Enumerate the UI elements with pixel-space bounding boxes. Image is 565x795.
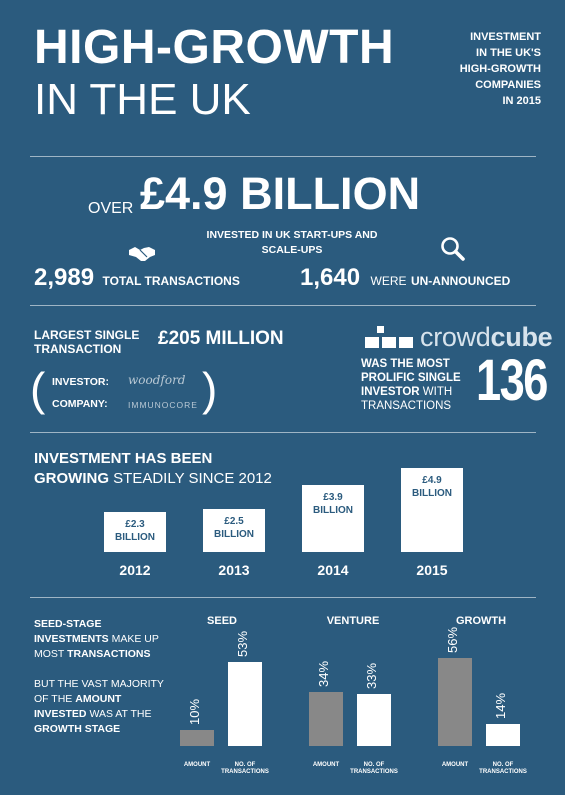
year-bar-value: £2.3	[125, 519, 145, 530]
divider	[30, 305, 536, 306]
largest-transaction-label: LARGEST SINGLE TRANSACTION	[34, 328, 140, 357]
headline-prefix: OVER	[88, 200, 134, 217]
year-label-2015: 2015	[416, 562, 448, 578]
axis-label-line: TRANSACTIONS	[350, 768, 398, 775]
year-label-2014: 2014	[317, 562, 349, 578]
total-transactions-stat: 2,989 TOTAL TRANSACTIONS	[34, 264, 240, 291]
stage-bar-pct-label: 10%	[187, 698, 202, 725]
crowdcube-count: 136	[476, 348, 547, 413]
stage-bar-seed-amount	[180, 730, 214, 746]
page-subtitle: INVESTMENT IN THE UK'S HIGH-GROWTH COMPANIES IN 2015	[459, 31, 541, 107]
year-label-2013: 2013	[218, 562, 250, 578]
divider	[30, 597, 536, 598]
crowdcube-description: WAS THE MOST PROLIFIC SINGLE INVESTOR WITH TRANSACTIONS	[361, 358, 461, 413]
magnifier-icon	[440, 236, 466, 262]
unannounced-stat: 1,640 WERE UN-ANNOUNCED	[300, 264, 511, 291]
handshake-icon	[128, 244, 156, 264]
year-bar-2012	[104, 512, 166, 552]
largest-transaction-amount: £205 MILLION	[158, 328, 284, 349]
divider	[30, 156, 536, 157]
axis-label-line: NO. OF	[492, 762, 514, 768]
year-bar-2014	[302, 485, 364, 552]
year-bar-2015	[401, 468, 463, 552]
axis-label-line: NO. OF	[363, 762, 385, 768]
year-bar-unit: BILLION	[115, 532, 155, 543]
page-title-line2: IN THE UK	[34, 75, 251, 124]
stage-bar-axis-label	[215, 762, 275, 775]
page-title: HIGH-GROWTH	[34, 21, 395, 74]
stage-bar-venture-amount	[309, 692, 343, 746]
year-bar-unit: BILLION	[412, 488, 452, 499]
crowdcube-logo-icon	[365, 326, 417, 348]
stage-bar-growth-transactions	[486, 724, 520, 746]
stage-bar-venture-transactions	[357, 694, 391, 746]
axis-label-line: NO. OF	[234, 762, 256, 768]
company-logo: IMMUNOCORE	[128, 400, 198, 410]
stage-bar-axis-label	[473, 762, 533, 775]
year-bar-value: £2.5	[224, 516, 244, 527]
stage-bar-pct-label: 56%	[445, 626, 460, 653]
seed-stage-notes: SEED-STAGE INVESTMENTS MAKE UP MOST TRANSACTIONS BUT THE VAST MAJORITY OF THE AMOUNT INVESTED WAS AT THE GROWTH STAGE	[34, 618, 164, 736]
stage-bar-pct-label: 34%	[316, 660, 331, 687]
divider	[30, 432, 536, 433]
headline-description: INVESTED IN UK START-UPS AND SCALE-UPS	[206, 229, 378, 256]
year-label-2012: 2012	[119, 562, 151, 578]
investor-label: INVESTOR:	[52, 376, 109, 388]
stage-title-venture: VENTURE	[326, 615, 380, 627]
stage-title-seed: SEED	[207, 615, 237, 627]
stage-bar-pct-label: 33%	[364, 662, 379, 689]
year-bar-unit: BILLION	[214, 529, 254, 540]
stage-bar-seed-transactions	[228, 662, 262, 746]
headline-amount: £4.9 BILLION	[140, 168, 421, 219]
bracket-open: (	[30, 363, 46, 415]
crowdcube-logo-text: crowdcube	[420, 322, 553, 352]
bracket-close: )	[202, 363, 218, 415]
stage-bar-axis-label: AMOUNT	[183, 762, 211, 768]
axis-label-line: TRANSACTIONS	[221, 768, 269, 775]
stage-bar-pct-label: 14%	[493, 692, 508, 719]
growth-section-title: INVESTMENT HAS BEEN GROWING STEADILY SINCE 2012	[34, 450, 272, 488]
stage-title-growth: GROWTH	[455, 615, 507, 627]
stage-bar-pct-label: 53%	[235, 630, 250, 657]
year-bar-value: £4.9	[422, 475, 442, 486]
company-label: COMPANY:	[52, 398, 108, 410]
stage-bar-axis-label	[344, 762, 404, 775]
investor-logo: woodford	[128, 373, 186, 387]
stage-bar-axis-label: AMOUNT	[441, 762, 469, 768]
year-bar-unit: BILLION	[313, 505, 353, 516]
stage-bar-growth-amount	[438, 658, 472, 746]
year-bar-2013	[203, 509, 265, 552]
stage-bar-axis-label: AMOUNT	[312, 762, 340, 768]
year-bar-value: £3.9	[323, 492, 343, 503]
axis-label-line: TRANSACTIONS	[479, 768, 527, 775]
